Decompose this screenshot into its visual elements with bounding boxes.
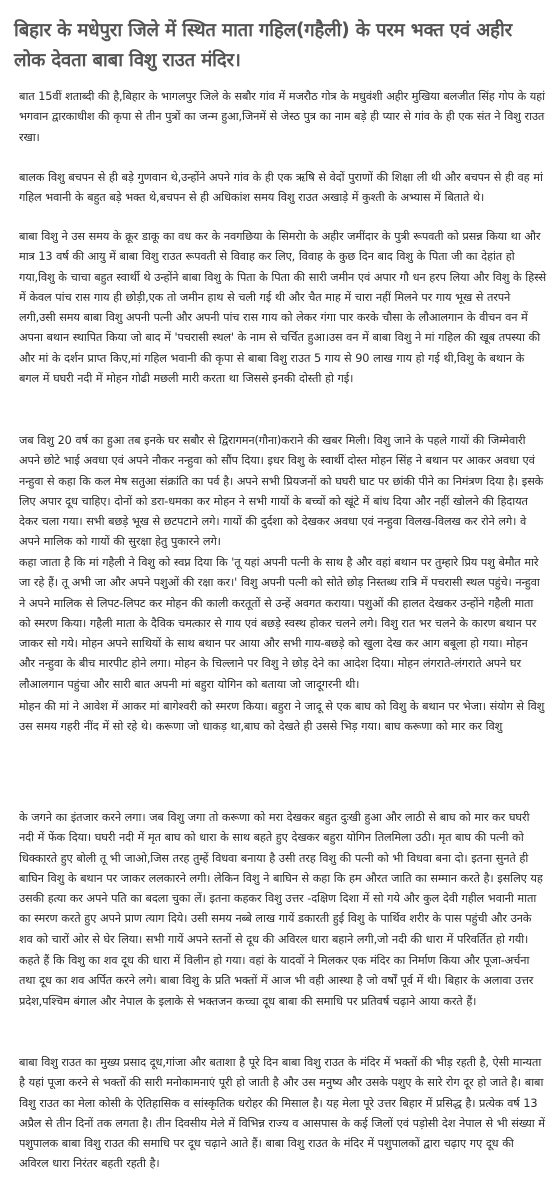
- article-title: बिहार के मधेपुरा जिले में स्थित माता गहिल(गहैली) के परम भक्त एवं अहीर लोक देवता बाबा विशु राउत मंदिर।: [14, 20, 512, 71]
- paragraph-dream: कहा जाता है कि मां गहैली ने विशु को स्वप्न दिया कि 'तू यहां अपनी पत्नी के साथ है और वहां बथान पर तुम्हारे प्रिय पशु बेमौत मारे जा रहे हैं। तू अभी जा और अपने पशुओं की रक्षा कर।' विशु अपनी पत्नी को सोते छोड़ निस्तब्ध रात्रि में पचरासी स्थल पहुंचे। नन्हुवा ने अपने मालिक से लिपट-लिपट कर मोहन की काली करतूतों से उन्हें अवगत कराया। पशुओं की हालत देखकर उन्होंने गहैली माता को स्मरण किया। गहैली माता के दैविक चमत्कार से गाय एवं बछड़े स्वस्थ होकर चलने लगे। विशु रात भर चलने के कारण बथान पर जाकर सो गये। मोहन अपने साथियों के साथ बथान पर आया और सभी गाय-बछड़े को खुला देख कर आग बबूला हो गया। मोहन और नन्हुवा के बीच मारपीट होने लगा। मोहन के चिल्लाने पर विशु ने छोड़ देने का आदेश दिया। मोहन लंगराते-लंगराते अपने घर लौआलगान पहुंचा और सारी बात अपनी मां बहुरा योगिन को बताया जो जादूगरनी थी।: [19, 556, 540, 691]
- paragraph-temple: कहते हैं कि विशु का शव दूध की धारा में विलीन हो गया। वहां के यादवों ने मिलकर एक मंदिर का निर्माण किया और पूजा-अर्चना तथा दूध का शव अर्पित करने लगे। बाबा विशु के प्रति भक्तों में आज भी वही आस्था है जो वर्षों पूर्व में थी। बिहार के अलावा उत्तर प्रदेश,पश्चिम बंगाल और नेपाल के इलाके से भक्तजन कच्चा दूध बाबा की समाधि पर प्रतिवर्ष चढ़ाने आया करते हैं।: [19, 954, 534, 1008]
- paragraph-fair: बाबा विशु राउत का मुख्य प्रसाद दूध,गांजा और बताशा है पूरे दिन बाबा विशु राउत के मंदिर में भक्तों की भीड़ रहती है, ऐसी मान्यता है यहां पूजा करने से भक्तों की सारी मनोकामनाएं पूरी हो जाती है और उस मनुष्य और उसके पशुए के सारे रोग दूर हो जाते है। बाबा विशु राउत का मेला कोसी के ऐतिहासिक व सांस्कृतिक धरोहर की मिसाल है। यह मेला पूरे उत्तर बिहार में प्रसिद्ध है। प्रत्येक वर्ष 13 अप्रैल से तीन दिनों तक लगता है। तीन दिवसीय मेले में विभिन्न राज्य व आसपास के कई जिलों एवं पड़ोसी देश नेपाल से भी संख्या में पशुपालक बाबा विशु राउत की समाधि पर दूध चढ़ाने आते हैं। बाबा विशु राउत के मंदिर में पशुपालकों द्वारा चढ़ाए गए दूध की अविरल धारा निरंतर बहती रहती है।: [19, 1056, 545, 1171]
- paragraph-gauna: जब विशु 20 वर्ष का हुआ तब इनके घर सबौर से द्विरागमन(गौना)कराने की खबर मिली। विशु जाने के पहले गायों की जिम्मेवारी अपने छोटे भाई अवधा एवं अपने नौकर नन्हुवा को सौंप दिया। इधर विशु के स्वार्थी दोस्त मोहन सिंह ने बथान पर आकर अवधा एवं नन्हुवा से कहा कि कल मेष सतुआ संक्रांति का पर्व है। अपने सभी प्रियजनों को घघरी घाट पर छांकी पीने का निमंत्रण दिया है। इसके लिए अपार दूध चाहिए। दोनों को डरा-धमका कर मोहन ने सभी गायों के बच्चों को खूंटे में बांध दिया और नहीं खोलने की हिदायत देकर चला गया। सभी बछड़े भूख से छटपटाने लगे। गायों की दुर्दशा को देखकर अवधा एवं नन्हुवा विलख-विलख कर रोने लगे। वे अपने मालिक को गायों की सुरक्षा हेतु पुकारने लगे।: [19, 434, 544, 549]
- paragraph-marriage-bathan: बाबा विशु ने उस समय के क्रूर डाकू का वध कर के नवगछिया के सिमरोा के अहीर जमींदार के पुत्री रूपवती को प्रसन्न किया था और मात्र 13 वर्ष की आयु में बाबा विशु राउत रूपवती से विवाह कर लिए, विवाह के कुछ दिन बाद विशु के पिता जी का देहांत हो गया,विशु के चाचा बहुत स्वार्थी थे उन्होंने बाबा विशु के पिता के पिता की सारी जमीन एवं अपार गौ धन हरप लिया और विशु के हिस्से में केवल पांच रास गाय ही छोड़ी,एक तो जमीन हाथ से चली गई थी और चैत माह में चारा नहीं मिलने पर गाय भूख से तरपने लगी,उसी समय बाबा विशु अपनी पत्नी और अपनी पांच रास गाय को लेकर गंगा पार करके चौसा के लौआलगान के वीचन वन में अपना बथान स्थापित किया जो बाद में 'पचरासी स्थल' के नाम से चर्चित हुआ।उस वन में बाबा विशु ने मां गहिल की खूब तपस्या की और मां के दर्शन प्राप्त किए,मां गहिल भवानी की कृपा से बाबा विशु राउत 5 गाय से 90 लाख गाय हो गई थी,विशु के बथान के बगल में घघरी नदी में मोहन गोढी मछली मारी करता था जिससे इनकी दोस्ती हो गई।: [19, 230, 546, 386]
- paragraph-childhood: बालक विशु बचपन से ही बड़े गुणवान थे,उन्होंने अपने गांव के ही एक ऋषि से वेदों पुराणों की शिक्षा ली थी और बचपन से ही वह मां गहिल भवानी के बहुत बड़े भक्त थे,बचपन से ही अधिकांश समय विशु राउत अखाड़े में कुश्ती के अभ्यास में बिताते थे।: [19, 171, 543, 205]
- paragraph-birth: बात 15वीं शताब्दी की है,बिहार के भागलपुर जिले के सबौर गांव में मजरौठ गोत्र के मधुवंशी अहीर मुखिया बलजीत सिंह गोप के यहां भगवान द्वारकाधीश की कृपा से तीन पुत्रों का जन्म हुआ,जिनमें से जेस्ठ पुत्र का नाम बड़े ही प्यार से गांव के ही एक संत ने विशु राउत रखा।: [19, 90, 545, 144]
- paragraph-death: के जगने का इंतजार करने लगा। जब विशु जगा तो करूणा को मरा देखकर बहुत दुःखी हुआ और लाठी से बाघ को मार कर घघरी नदी में फेंक दिया। घघरी नदी में मृत बाघ को धारा के साथ बहते हुए देखकर बहुरा योगिन तिलमिला उठी। मृत बाघ की पत्नी को धिक्कारते हुए बोली तू भी जाओ,जिस तरह तुम्हें विधवा बनाया है उसी तरह विशु की पत्नी को भी विधवा बना दो। इतना सुनते ही बाघिन विशु के बथान पर जाकर ललकारने लगी। लेकिन विशु ने बाघिन से कहा कि हम औरत जाति का सम्मान करते है। इसलिए यह उसकी हत्या कर अपने पति का बदला चुका लें। इतना कहकर विशु उत्तर -दक्षिण दिशा में सो गये और कुल देवी गहील भवानी माता का स्मरण करते हुए अपने प्राण त्याग दिये। उसी समय नब्बे लाख गायें डकारती हुई विशु के पार्थिव शरीर के पास पहुंची और उनके शव को चारों ओर से घेर लिया। सभी गायें अपने स्तनों से दूध की अविरल धारा बहाने लगी,जो नदी की धारा में परिवर्तित हो गयी।: [19, 811, 543, 946]
- paragraph-tiger: मोहन की मां ने आवेश में आकर मां बागेश्वरी को स्मरण किया। बहुरा ने जादू से एक बाघ को विशु के बथान पर भेजा। संयोग से विशु उस समय गहरी नींद में सो रहे थे। करूणा जो धाकड़ था,बाघ को देखते ही उससे भिड़ गया। बाघ करूणा को मार कर विशु: [19, 700, 545, 734]
